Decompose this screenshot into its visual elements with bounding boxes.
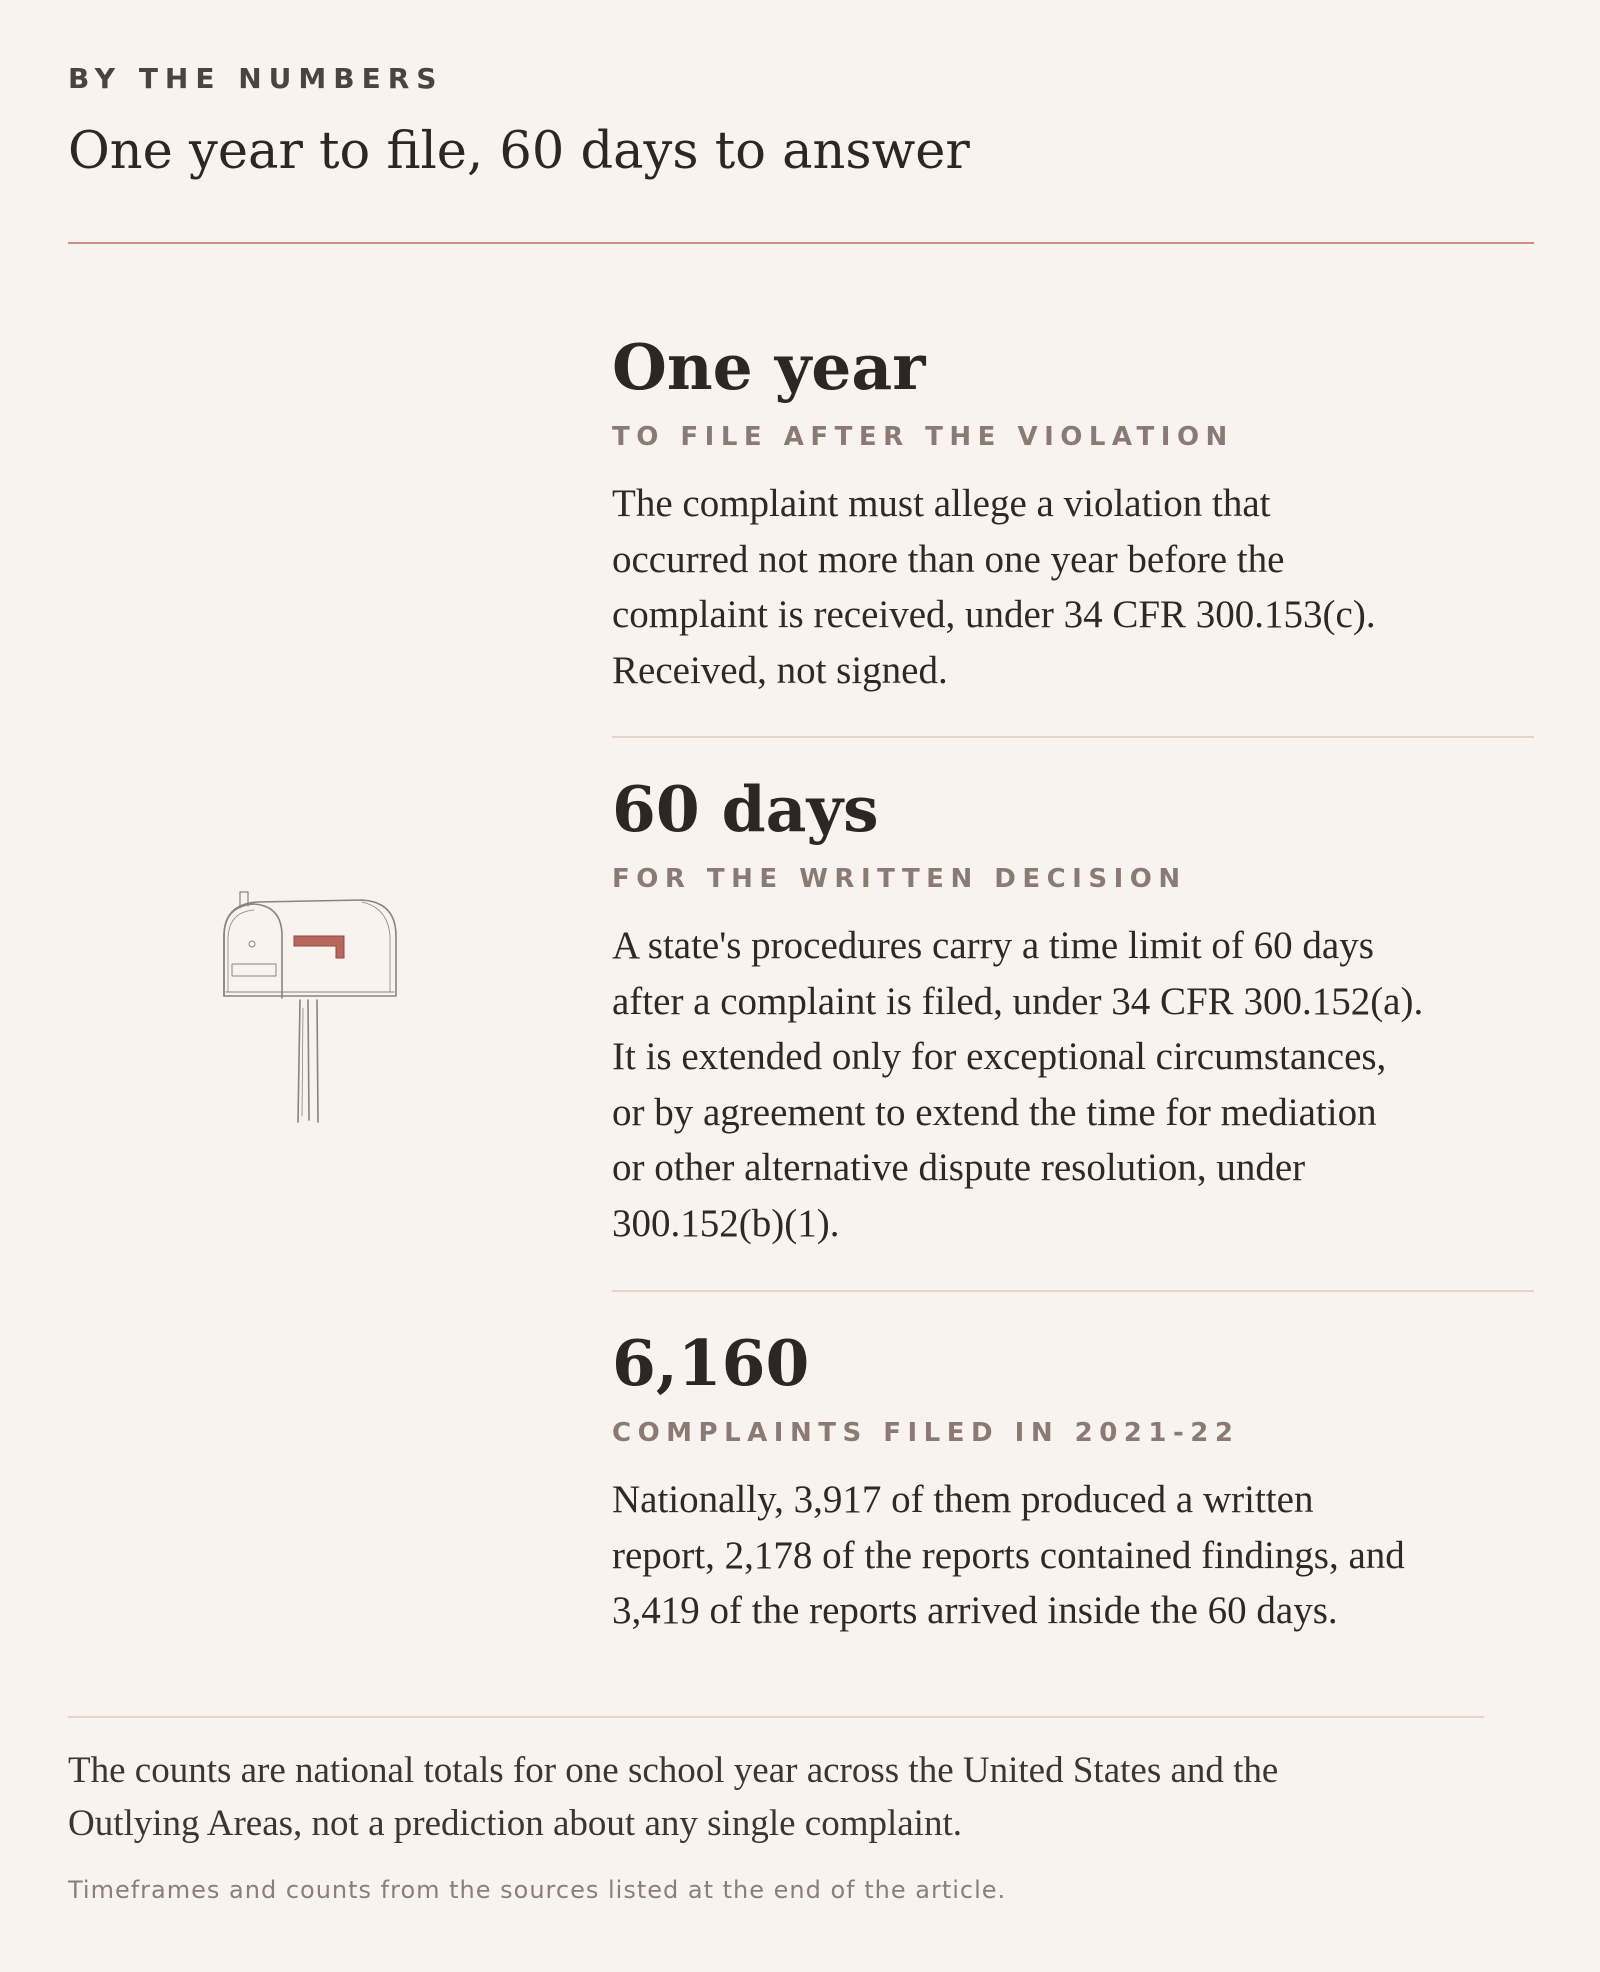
stat-label: TO FILE AFTER THE VIOLATION	[612, 422, 1234, 452]
stat-description-line: Received, not signed.	[612, 648, 948, 692]
footnote-line: Outlying Areas, not a prediction about any single complaint.	[68, 1803, 962, 1844]
section-kicker: BY THE NUMBERS	[68, 62, 444, 95]
stat-description-line: 3,419 of the reports arrived inside the 60 days.	[612, 1589, 1338, 1632]
stat-description-line: It is extended only for exceptional circumstances,	[612, 1035, 1387, 1078]
mailbox-illustration	[212, 888, 402, 1128]
stat-description-line: A state's procedures carry a time limit of 60 days	[612, 924, 1374, 967]
stat-description-line: or other alternative dispute resolution, under	[612, 1146, 1306, 1189]
source-note: Timeframes and counts from the sources listed at the end of the article.	[68, 1876, 1007, 1904]
stat-description-line: or by agreement to extend the time for mediation	[612, 1090, 1377, 1134]
stat-description	[612, 476, 1530, 698]
stat-description	[612, 918, 1530, 1251]
stat-description-line: Nationally, 3,917 of them produced a written	[612, 1478, 1314, 1521]
stat-description-line: after a complaint is filed, under 34 CFR 300.152(a).	[612, 979, 1424, 1023]
mailbox-icon	[212, 888, 402, 1128]
footnote-divider	[68, 1716, 1484, 1718]
stat-divider	[612, 1290, 1534, 1292]
stat-label: FOR THE WRITTEN DECISION	[612, 864, 1187, 894]
page-title: One year to file, 60 days to answer	[68, 122, 970, 181]
stat-description-line: report, 2,178 of the reports contained findings, and	[612, 1533, 1405, 1577]
stat-divider	[612, 736, 1534, 738]
stat-value: One year	[612, 330, 926, 404]
footnote	[68, 1744, 1534, 1850]
stat-description	[612, 1472, 1530, 1639]
stat-value: 60 days	[612, 772, 879, 846]
title-divider	[68, 242, 1534, 244]
stat-value: 6,160	[612, 1326, 810, 1400]
stat-description-line: 300.152(b)(1).	[612, 1201, 840, 1245]
stat-label: COMPLAINTS FILED IN 2021-22	[612, 1418, 1240, 1448]
footnote-line: The counts are national totals for one school year across the United States and the	[68, 1750, 1279, 1791]
stat-description-line: complaint is received, under 34 CFR 300.153(c).	[612, 593, 1376, 636]
stat-description-line: The complaint must allege a violation that	[612, 482, 1271, 525]
stat-description-line: occurred not more than one year before the	[612, 537, 1285, 581]
mailbox-flag	[294, 936, 344, 958]
